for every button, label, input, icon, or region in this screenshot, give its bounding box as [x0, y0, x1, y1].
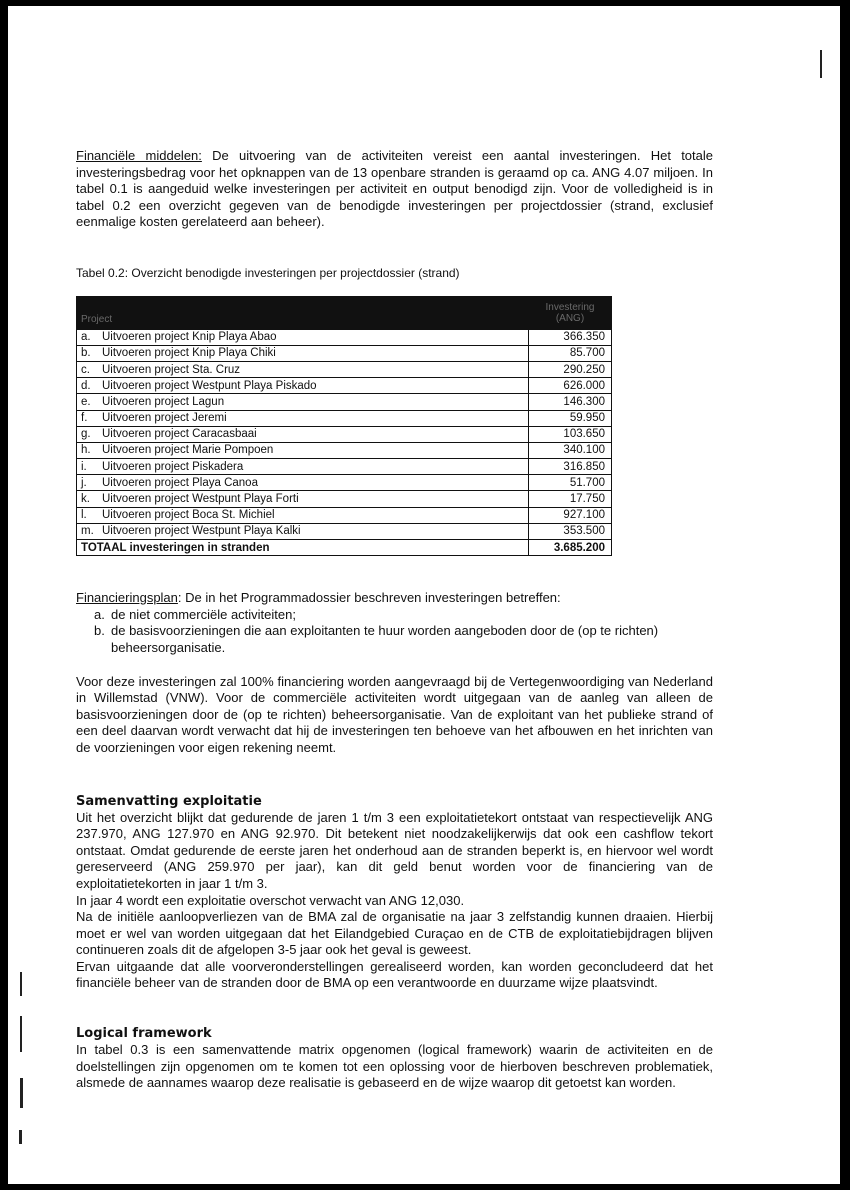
summary-p2: In jaar 4 wordt een exploitatie overschot verwacht van ANG 12,030.	[76, 892, 465, 908]
table-row	[77, 410, 612, 426]
row-label	[77, 394, 529, 410]
row-project: Uitvoeren project Knip Playa Abao	[102, 331, 277, 344]
logical-heading: Logical framework	[76, 1026, 212, 1042]
row-project: Uitvoeren project Boca St. Michiel	[102, 509, 275, 522]
table-row	[77, 523, 612, 539]
scan-mark	[20, 1016, 22, 1052]
row-label	[77, 491, 529, 507]
summary-heading: Samenvatting exploitatie	[76, 793, 262, 809]
summary-p1: Uit het overzicht blijkt dat gedurende de jaren 1 t/m 3 een exploitatietekort ontstaat van respectievelijk ANG 237.970, ANG 127.970 en ANG 92.970. Dit betekent niet noodzakelijkerwijs dat ook een cashflow tekort ontstaat. Omdat gedurende de eerste jaren het onderhoud aan de stranden beperkt is, en hiervoor wel wordt gereserveerd (ANG 259.970 per jaar), kan dit geld benut worden voor de financiering van de exploitatietekorten in jaar 1 t/m 3.	[76, 809, 713, 891]
table-body	[77, 329, 612, 539]
table-header-row	[77, 296, 612, 329]
row-label	[77, 523, 529, 539]
scan-mark	[20, 1078, 23, 1108]
row-letter: d.	[81, 379, 91, 392]
table-row	[77, 442, 612, 458]
table-total-row	[77, 540, 612, 556]
row-label	[77, 426, 529, 442]
list-marker: a.	[94, 606, 105, 622]
table-row	[77, 426, 612, 442]
plan-intro	[76, 590, 713, 607]
table-row	[77, 394, 612, 410]
row-value: 290.250	[529, 361, 612, 377]
summary-section	[76, 794, 713, 993]
row-label	[77, 507, 529, 523]
row-project: Uitvoeren project Westpunt Playa Kalki	[102, 525, 301, 538]
document-body	[76, 148, 713, 1092]
header-project: Project	[77, 296, 529, 329]
row-value: 353.500	[529, 523, 612, 539]
intro-heading: Financiële middelen:	[76, 148, 202, 163]
row-project: Uitvoeren project Piskadera	[102, 460, 244, 473]
row-label	[77, 345, 529, 361]
plan-paragraph: Voor deze investeringen zal 100% financiering worden aangevraagd bij de Vertegenwoordiging van Nederland in Willemstad (VNW). Voor de commerciële activiteiten wordt uitgegaan van de aanleg van alleen de basisvoorzieningen door de (op te richten) beheersorganisatie. Van de exploitant van het publieke strand of een deel daarvan wordt verwacht dat hij de investeringen ten behoeve van het afbouwen en het inrichten van de voorzieningen voor eigen rekening neemt.	[76, 673, 713, 755]
table-row	[77, 475, 612, 491]
intro-text: De uitvoering van de activiteiten vereist een aantal investeringen. Het totale investeringsbedrag voor het opknappen van de 13 openbare stranden is geraamd op ca. ANG 4.07 miljoen. In tabel 0.1 is aangeduid welke investeringen per activiteit en output benodigd zijn. Voor de volledigheid is in tabel 0.2 een overzicht gegeven van de benodigde investeringen per projectdossier (strand, exclusief eenmalige kosten gerelateerd aan beheer).	[76, 148, 713, 230]
table-caption: Tabel 0.2: Overzicht benodigde investeringen per projectdossier (strand)	[76, 265, 460, 280]
row-value: 316.850	[529, 459, 612, 475]
header-investment: Investering (ANG)	[529, 296, 612, 329]
row-project: Uitvoeren project Playa Canoa	[102, 476, 258, 489]
row-letter: e.	[81, 395, 91, 408]
table-row	[77, 329, 612, 345]
row-label	[77, 442, 529, 458]
row-value: 103.650	[529, 426, 612, 442]
list-item-text: de niet commerciële activiteiten;	[111, 606, 296, 622]
list-item	[94, 607, 713, 624]
row-label	[77, 410, 529, 426]
row-value: 146.300	[529, 394, 612, 410]
row-value: 17.750	[529, 491, 612, 507]
row-label	[77, 459, 529, 475]
intro-paragraph	[76, 148, 713, 231]
scan-mark	[19, 1130, 22, 1144]
row-label	[77, 378, 529, 394]
row-letter: h.	[81, 444, 91, 457]
row-label	[77, 329, 529, 345]
list-item-text: de basisvoorzieningen die aan exploitanten te huur worden aangeboden door de (op te richten) beheersorganisatie.	[111, 623, 659, 655]
table-row	[77, 491, 612, 507]
row-label	[77, 361, 529, 377]
row-letter: f.	[81, 412, 88, 425]
row-project: Uitvoeren project Westpunt Playa Forti	[102, 493, 299, 506]
row-value: 340.100	[529, 442, 612, 458]
row-value: 51.700	[529, 475, 612, 491]
scan-mark	[20, 972, 22, 996]
row-letter: g.	[81, 428, 91, 441]
summary-p3: Na de initiële aanloopverliezen van de BMA zal de organisatie na jaar 3 zelfstandig kunnen draaien. Hierbij moet er wel van worden uitgegaan dat het Eilandgebied Curaçao en de CTB de exploitatiebijdragen blijven continueren zoals dit de afgelopen 3-5 jaar ook het geval is geweest.	[76, 909, 713, 958]
summary-p4: Ervan uitgaande dat alle voorveronderstellingen gerealiseerd worden, kan worden geconcludeerd dat het financiële beheer van de stranden door de BMA op een verantwoorde en duurzame wijze plaatsvindt.	[76, 958, 713, 991]
row-project: Uitvoeren project Jeremi	[102, 412, 227, 425]
row-project: Uitvoeren project Westpunt Playa Piskado	[102, 379, 317, 392]
total-value: 3.685.200	[529, 540, 612, 556]
list-marker: b.	[94, 623, 105, 639]
table-row	[77, 378, 612, 394]
plan-heading: Financieringsplan	[76, 590, 178, 606]
row-project: Uitvoeren project Knip Playa Chiki	[102, 347, 276, 360]
table-row	[77, 345, 612, 361]
row-letter: i.	[81, 460, 87, 473]
row-value: 85.700	[529, 345, 612, 361]
list-item	[94, 623, 713, 656]
row-letter: a.	[81, 331, 91, 344]
row-project: Uitvoeren project Marie Pompoen	[102, 444, 274, 457]
row-letter: k.	[81, 493, 90, 506]
row-project: Uitvoeren project Caracasbaai	[102, 428, 257, 441]
row-letter: j.	[81, 476, 87, 489]
row-letter: c.	[81, 363, 90, 376]
investment-table	[76, 296, 612, 557]
row-value: 626.000	[529, 378, 612, 394]
plan-list	[76, 607, 713, 657]
row-letter: l.	[81, 509, 87, 522]
logical-p1: In tabel 0.3 is een samenvattende matrix opgenomen (logical framework) waarin de activiteiten en de doelstellingen zijn opgenomen om te komen tot een oplossing voor de hierboven beschreven problematiek, alsmede de aannames waarop deze realisatie is gebaseerd en de wijze waarop dit getoetst kan worden.	[76, 1042, 713, 1091]
row-letter: m.	[81, 525, 94, 538]
financing-plan	[76, 590, 713, 756]
plan-intro-text: : De in het Programmadossier beschreven investeringen betreffen:	[177, 590, 561, 606]
row-letter: b.	[81, 347, 91, 360]
row-project: Uitvoeren project Lagun	[102, 395, 225, 408]
row-value: 927.100	[529, 507, 612, 523]
table-row	[77, 361, 612, 377]
row-project: Uitvoeren project Sta. Cruz	[102, 363, 241, 376]
scan-mark	[820, 50, 822, 78]
table-row	[77, 459, 612, 475]
logical-section	[76, 1026, 713, 1092]
total-label: TOTAAL investeringen in stranden	[77, 540, 529, 556]
row-label	[77, 475, 529, 491]
row-value: 366.350	[529, 329, 612, 345]
row-value: 59.950	[529, 410, 612, 426]
table-row	[77, 507, 612, 523]
